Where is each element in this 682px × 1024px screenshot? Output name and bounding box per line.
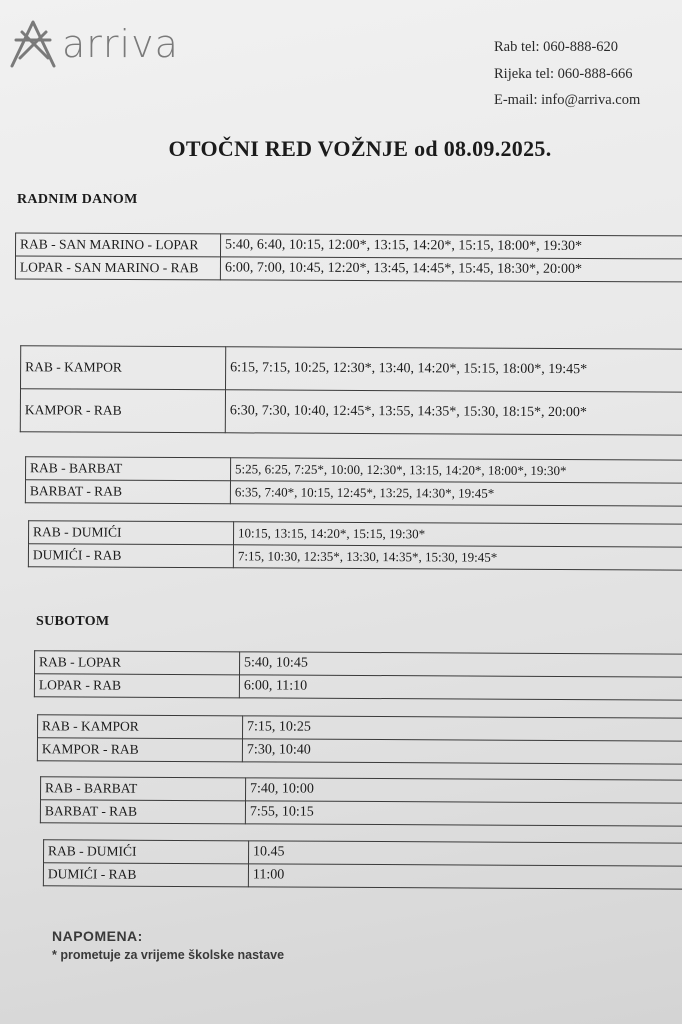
table-row [34, 674, 682, 701]
times-cell: 6:00, 11:10 [239, 675, 682, 700]
table-row [37, 738, 682, 764]
times-cell: 6:15, 7:15, 10:25, 12:30*, 13:40, 14:20*, 15:15, 18:00*, 19:45* [226, 347, 682, 393]
route-cell: RAB - BARBAT [26, 457, 231, 481]
times-cell: 7:40, 10:00 [246, 778, 682, 803]
times-cell: 6:30, 7:30, 10:40, 12:45*, 13:55, 14:35*, 15:30, 18:15*, 20:00* [225, 390, 682, 436]
route-cell: DUMIĆI - RAB [28, 544, 233, 568]
table-row [43, 863, 682, 889]
table-row [28, 544, 682, 571]
note-title: NAPOMENA: [52, 928, 143, 944]
email: E-mail: info@arriva.com [494, 92, 641, 108]
route-cell: RAB - KAMPOR [21, 346, 226, 390]
logo-text: arriva [62, 22, 179, 66]
route-cell: RAB - DUMIĆI [44, 840, 249, 864]
table-row [44, 840, 682, 866]
times-cell: 10.45 [249, 841, 682, 866]
saturday-table-dumici [43, 839, 682, 889]
rab-phone: Rab tel: 060-888-620 [494, 39, 619, 55]
times-cell: 7:15, 10:30, 12:35*, 13:30, 14:35*, 15:30, 19:45* [233, 545, 682, 570]
route-cell: LOPAR - SAN MARINO - RAB [15, 256, 220, 280]
times-cell: 5:25, 6:25, 7:25*, 10:00, 12:30*, 13:15, 14:20*, 18:00*, 19:30* [231, 458, 682, 483]
saturday-section-title: SUBOTOM [36, 614, 110, 629]
saturday-table-lopar [34, 650, 682, 701]
weekday-section-title: RADNIM DANOM [17, 192, 138, 207]
table-row [40, 800, 682, 826]
times-cell: 6:00, 7:00, 10:45, 12:20*, 13:45, 14:45*, 15:45, 18:30*, 20:00* [220, 257, 682, 282]
note-text: * prometuje za vrijeme školske nastave [52, 948, 285, 962]
table-row [20, 389, 682, 436]
table-row [15, 256, 682, 282]
rijeka-phone: Rijeka tel: 060-888-666 [494, 65, 633, 82]
table-row [21, 346, 682, 393]
weekday-table-barbat [25, 456, 682, 507]
route-cell: BARBAT - RAB [40, 800, 245, 824]
route-cell: BARBAT - RAB [25, 480, 230, 504]
times-cell: 7:55, 10:15 [245, 801, 682, 826]
route-cell: DUMIĆI - RAB [43, 863, 248, 887]
route-cell: RAB - DUMIĆI [29, 521, 234, 545]
weekday-table-kampor [20, 345, 682, 436]
route-cell: KAMPOR - RAB [20, 389, 225, 433]
saturday-table-barbat [40, 776, 682, 826]
route-cell: RAB - LOPAR [35, 651, 240, 675]
table-row [25, 480, 682, 507]
times-cell: 7:30, 10:40 [242, 739, 682, 764]
times-cell: 6:35, 7:40*, 10:15, 12:45*, 13:25, 14:30*, 19:45* [230, 481, 682, 506]
route-cell: KAMPOR - RAB [37, 738, 242, 762]
route-cell: RAB - KAMPOR [38, 715, 243, 739]
saturday-table-kampor [37, 714, 682, 764]
route-cell: LOPAR - RAB [34, 674, 239, 698]
times-cell: 7:15, 10:25 [243, 716, 682, 741]
page-title: OTOČNI RED VOŽNJE od 08.09.2025. [168, 136, 552, 161]
arriva-logo-icon [8, 18, 58, 70]
contact-info [494, 34, 640, 114]
weekday-table-dumici [28, 520, 682, 571]
times-cell: 10:15, 13:15, 14:20*, 15:15, 19:30* [234, 522, 682, 547]
times-cell: 5:40, 6:40, 10:15, 12:00*, 13:15, 14:20*, 15:15, 18:00*, 19:30* [221, 234, 682, 259]
times-cell: 5:40, 10:45 [240, 652, 682, 677]
table-row [16, 233, 682, 259]
weekday-table-lopar [15, 232, 682, 282]
route-cell: RAB - BARBAT [41, 777, 246, 801]
route-cell: RAB - SAN MARINO - LOPAR [16, 233, 221, 257]
times-cell: 11:00 [248, 864, 682, 889]
arriva-logo [8, 18, 179, 70]
